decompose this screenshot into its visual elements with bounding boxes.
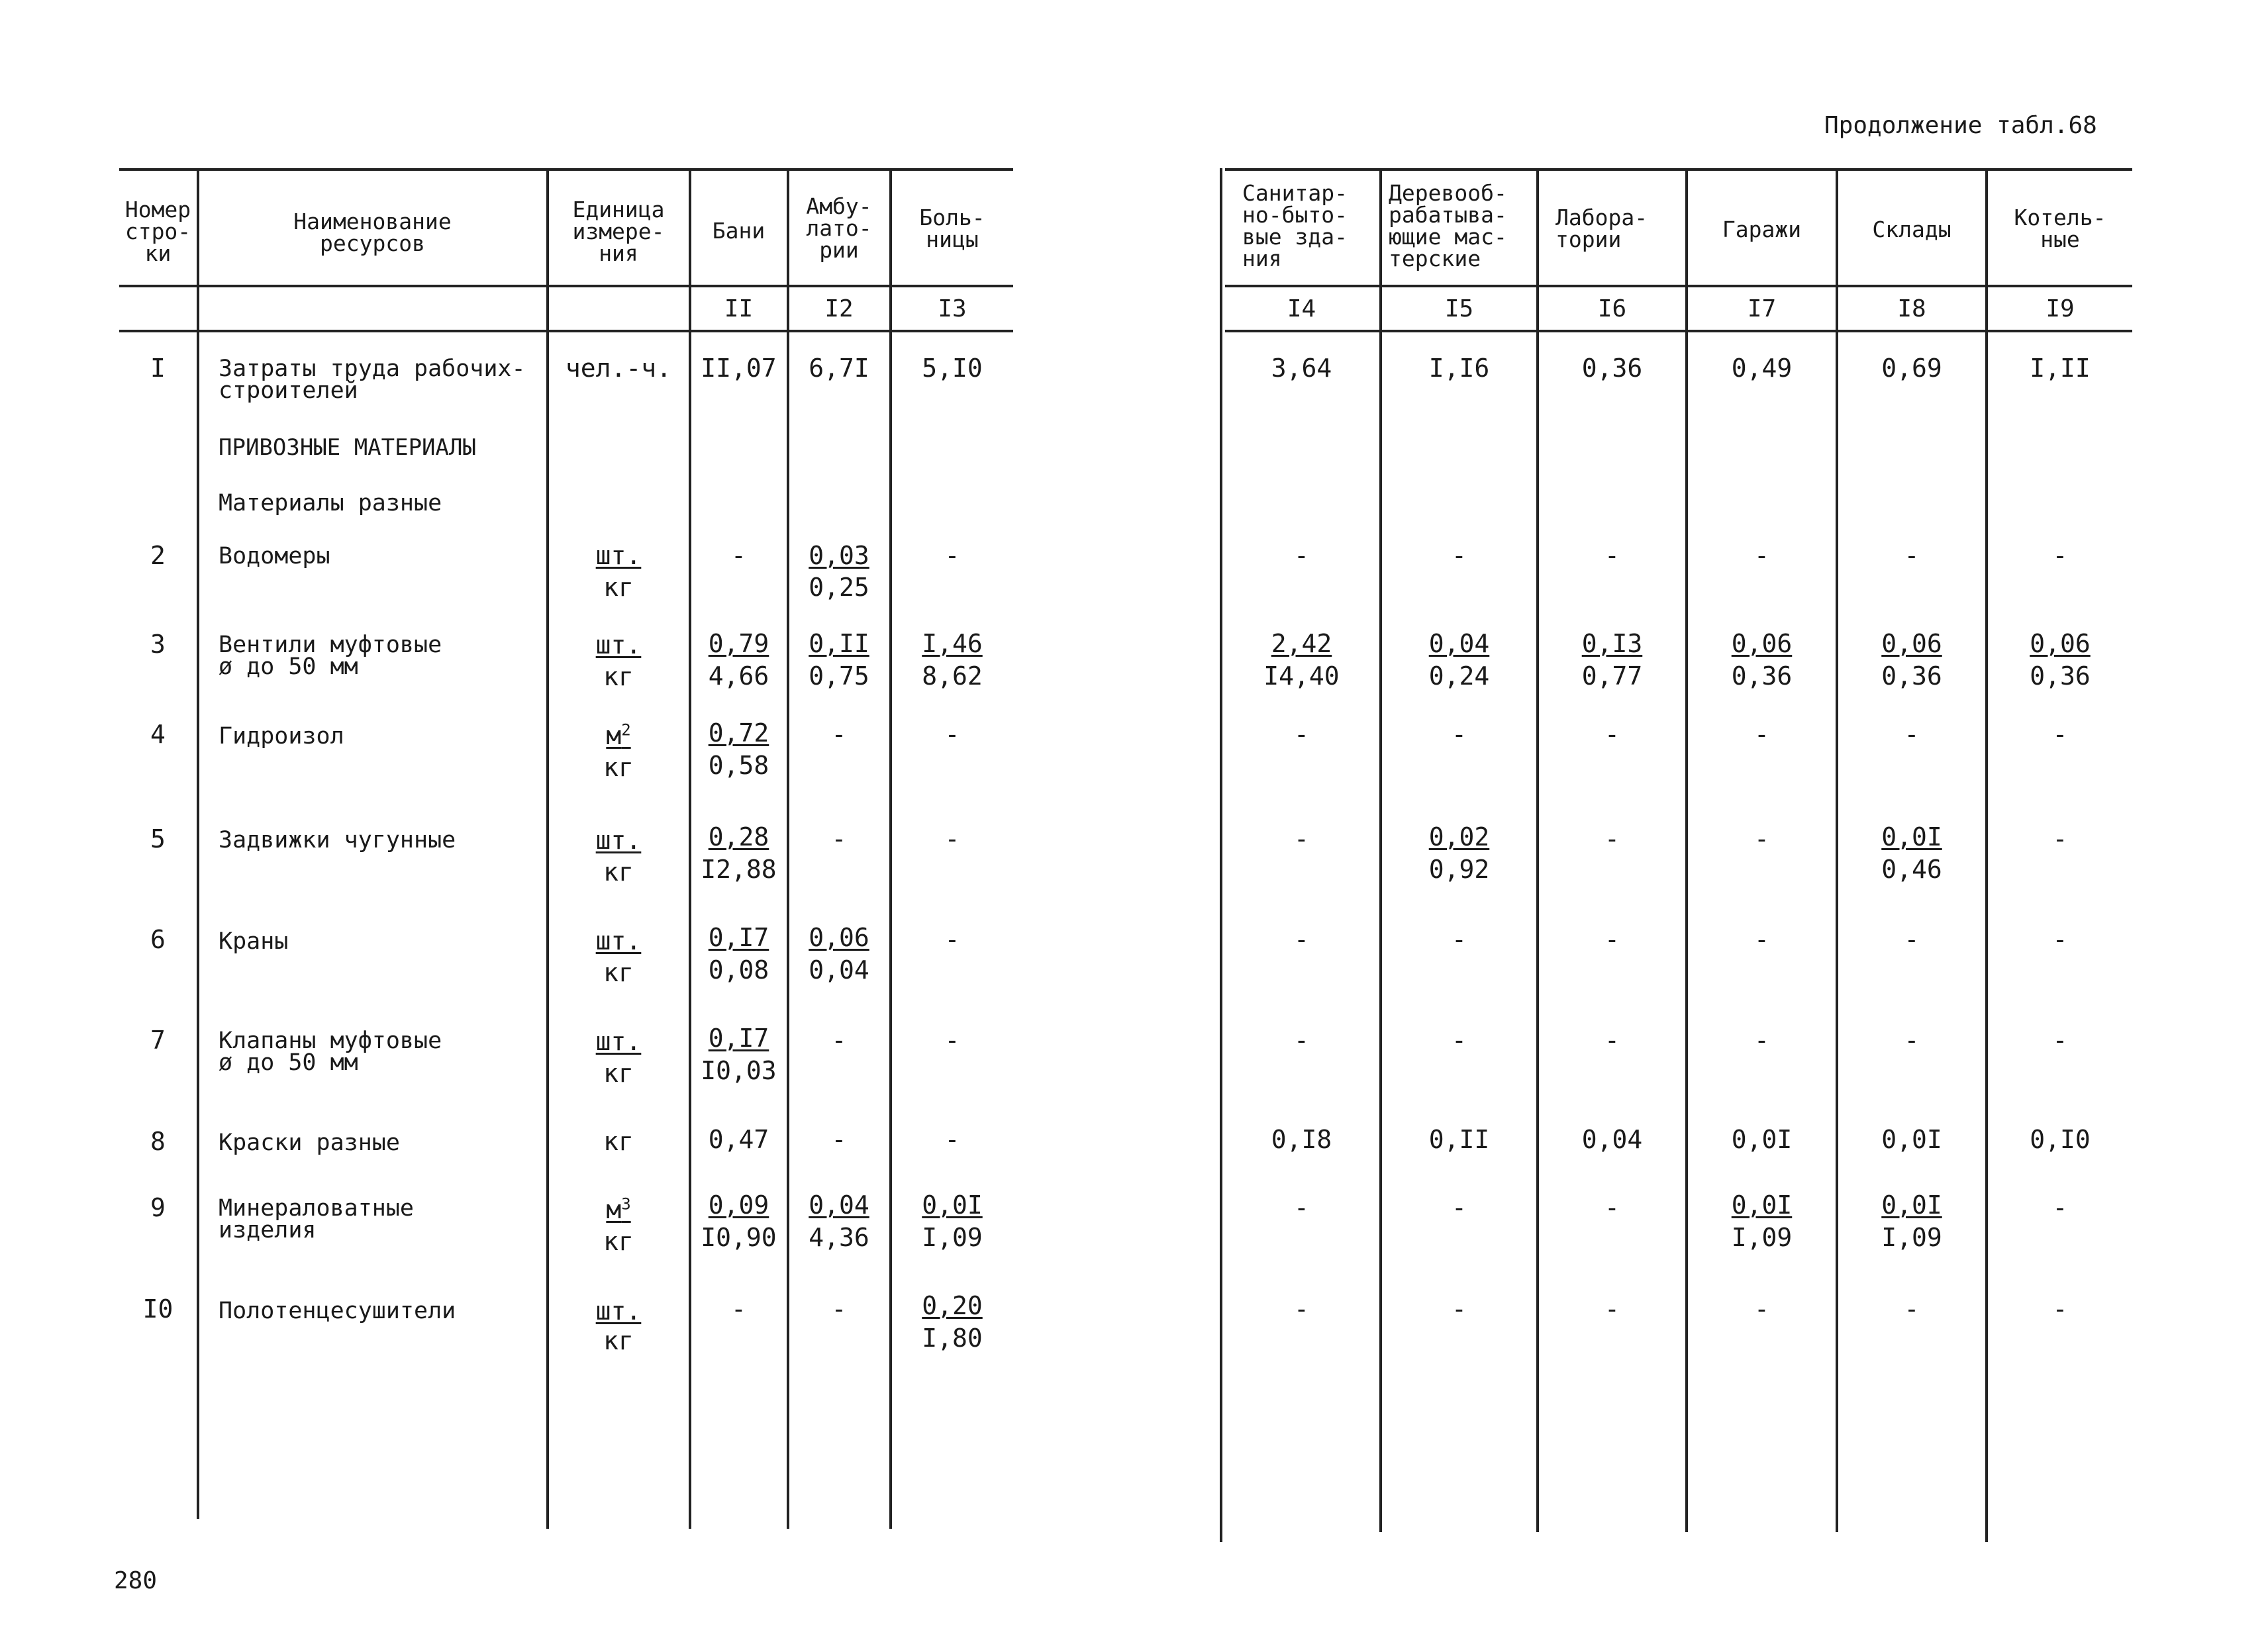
value-13: - [944,720,960,749]
value-12: - [831,1026,847,1055]
value-15: 0,04 [1428,629,1490,658]
colnum-12: I2 [824,295,854,322]
value-17: - [1754,925,1769,954]
value-15: - [1452,1193,1467,1222]
value-11: 4,66 [708,661,769,691]
value-16: - [1604,1294,1620,1324]
value-12: - [831,720,847,749]
value-17: - [1754,1026,1769,1055]
value-13: - [944,1125,960,1154]
value-13: I,09 [922,1223,983,1252]
colnum-19: I9 [2046,295,2075,322]
value-16: 0,I3 [1581,629,1643,658]
value-13: I,46 [922,629,983,658]
colnum-16: I6 [1597,295,1627,322]
value-15: - [1452,1026,1467,1055]
resource-name: Минераловатные изделия [219,1195,415,1243]
value-18: 0,69 [1881,354,1942,383]
row-number: 2 [150,541,166,570]
row-number: 3 [150,630,166,659]
value-14: - [1294,925,1309,954]
unit: кг [603,1127,634,1156]
value-14: - [1294,720,1309,749]
colnum-11: II [724,295,754,322]
header-col-13: Боль- ницы [919,205,985,252]
value-11: I2,88 [701,855,777,884]
value-11: 0,28 [708,822,769,851]
value-11: I0,03 [701,1056,777,1085]
page-number: 280 [114,1567,158,1594]
header-col-14: Санитар- но-быто- вые зда- ния [1242,180,1348,271]
unit: шт. [595,826,642,855]
value-19: - [2052,720,2068,749]
value-11: 0,I7 [708,923,769,952]
value-18: - [1904,925,1920,954]
resource-name: Вентили муфтовые ø до 50 мм [219,632,442,680]
resource-name: Клапаны муфтовые ø до 50 мм [219,1028,442,1076]
value-17: 0,06 [1731,629,1793,658]
value-19: - [2052,824,2068,853]
row-number: 4 [150,720,166,749]
value-19: 0,I0 [2030,1125,2091,1154]
value-16: - [1604,720,1620,749]
value-17: 0,36 [1731,661,1793,691]
value-13: 8,62 [922,661,983,691]
value-18: - [1904,541,1920,570]
value-19: - [2052,1026,2068,1055]
value-14: - [1294,1294,1309,1324]
unit: шт. [595,926,642,955]
value-12: 0,75 [809,661,869,691]
row-number: I0 [142,1294,173,1324]
vrule [197,168,199,1519]
value-15: I,I6 [1428,354,1490,383]
header-col-16: Лабора- тории [1555,205,1648,252]
value-13: - [944,925,960,954]
colnum-15: I5 [1444,295,1474,322]
value-11: 0,08 [708,955,769,985]
header-unit: Единица измере- ния [572,197,665,266]
rule-colnums [1225,330,2132,332]
value-11: 0,I7 [708,1024,769,1053]
unit: чел.-ч. [565,354,672,383]
unit: кг [603,753,634,782]
value-12: 4,36 [809,1223,869,1252]
value-18: 0,0I [1881,1190,1942,1220]
value-15: 0,II [1428,1125,1490,1154]
resource-name: Краны [219,928,289,955]
header-col-12: Амбу- лато- рии [806,193,872,263]
value-18: - [1904,720,1920,749]
value-16: 0,36 [1581,354,1643,383]
value-11: I0,90 [701,1223,777,1252]
unit: $м^2$ [606,720,631,750]
section-heading: ПРИВОЗНЫЕ МАТЕРИАЛЫ [219,434,476,461]
resource-name: Гидроизол [219,723,344,749]
unit: кг [603,662,634,691]
unit: шт. [595,1296,642,1326]
value-13: - [944,824,960,853]
value-15: 0,24 [1428,661,1490,691]
value-13: 5,I0 [922,354,983,383]
value-19: I,II [2030,354,2091,383]
value-18: - [1904,1294,1920,1324]
unit: шт. [595,630,642,659]
header-col-15: Деревооб- рабатыва- ющие мас- терские [1389,180,1507,271]
value-17: 0,0I [1731,1190,1793,1220]
row-number: 8 [150,1127,166,1156]
value-16: - [1604,925,1620,954]
value-16: 0,77 [1581,661,1643,691]
value-16: - [1604,1026,1620,1055]
resource-name: Задвижки чугунные [219,827,456,853]
colnum-14: I4 [1287,295,1316,322]
value-14: - [1294,824,1309,853]
value-18: - [1904,1026,1920,1055]
continuation-caption: Продолжение табл.68 [1824,112,2097,139]
value-12: 0,03 [809,541,869,570]
value-11: 0,72 [708,718,769,748]
unit: шт. [595,1027,642,1056]
value-11: 0,79 [708,629,769,658]
value-11: 0,47 [708,1125,769,1154]
value-16: 0,04 [1581,1125,1643,1154]
value-14: 3,64 [1271,354,1332,383]
value-13: - [944,541,960,570]
value-14: - [1294,1026,1309,1055]
value-14: 2,42 [1271,629,1332,658]
value-18: 0,0I [1881,822,1942,851]
value-12: 0,II [809,629,869,658]
value-12: - [831,824,847,853]
value-12: 6,7I [809,354,869,383]
value-15: - [1452,541,1467,570]
value-15: - [1452,720,1467,749]
value-13: - [944,1026,960,1055]
value-15: - [1452,925,1467,954]
value-11: - [731,541,746,570]
colnum-18: I8 [1897,295,1926,322]
value-18: 0,36 [1881,661,1942,691]
value-14: 0,I8 [1271,1125,1332,1154]
row-number: 6 [150,925,166,954]
rule-colnums [119,330,1013,332]
value-15: 0,02 [1428,822,1490,851]
resource-name: Краски разные [219,1130,400,1156]
header-col-17: Гаражи [1722,217,1802,242]
value-19: 0,36 [2030,661,2091,691]
unit: кг [603,958,634,987]
row-number: I [150,354,166,383]
header-name: Наименование ресурсов [293,209,452,256]
row-number: 5 [150,824,166,853]
section-subheading: Материалы разные [219,490,442,516]
resource-name: Водомеры [219,543,330,569]
value-17: 0,49 [1731,354,1793,383]
value-11: 0,09 [708,1190,769,1220]
unit: кг [603,1326,634,1355]
value-16: - [1604,541,1620,570]
unit: кг [603,573,634,602]
value-13: 0,20 [922,1291,983,1320]
rule-header [119,285,1013,287]
colnum-13: I3 [938,295,967,322]
value-17: - [1754,541,1769,570]
rule-top [119,168,1013,171]
value-17: - [1754,720,1769,749]
row-number: 9 [150,1193,166,1222]
value-18: I,09 [1881,1223,1942,1252]
value-19: - [2052,925,2068,954]
header-col-18: Склады [1872,217,1951,242]
value-18: 0,0I [1881,1125,1942,1154]
row-number: 7 [150,1026,166,1055]
value-14: - [1294,1193,1309,1222]
value-11: - [731,1294,746,1324]
value-12: 0,06 [809,923,869,952]
value-19: 0,06 [2030,629,2091,658]
header-row-no: Номер стро- ки [124,197,191,266]
unit: кг [603,1059,634,1088]
value-18: 0,46 [1881,855,1942,884]
value-14: - [1294,541,1309,570]
unit: кг [603,857,634,887]
value-17: - [1754,1294,1769,1324]
rule-top [1225,168,2132,171]
value-16: - [1604,824,1620,853]
colnum-17: I7 [1747,295,1777,322]
vrule [1220,168,1222,1542]
unit: кг [603,1227,634,1256]
value-13: I,80 [922,1324,983,1353]
value-19: - [2052,1294,2068,1324]
value-11: II,07 [701,354,777,383]
value-17: - [1754,824,1769,853]
value-15: - [1452,1294,1467,1324]
value-19: - [2052,1193,2068,1222]
value-12: - [831,1125,847,1154]
value-13: 0,0I [922,1190,983,1220]
value-16: - [1604,1193,1620,1222]
value-15: 0,92 [1428,855,1490,884]
value-14: I4,40 [1263,661,1340,691]
value-12: 0,04 [809,1190,869,1220]
rule-header [1225,285,2132,287]
header-col-19: Котель- ные [2014,205,2106,252]
resource-name: Затраты труда рабочих- строителей [219,356,526,404]
value-17: 0,0I [1731,1125,1793,1154]
value-17: I,09 [1731,1223,1793,1252]
unit: шт. [595,541,642,570]
value-12: - [831,1294,847,1324]
value-19: - [2052,541,2068,570]
resource-name: Полотенцесушители [219,1298,456,1324]
value-18: 0,06 [1881,629,1942,658]
value-12: 0,04 [809,955,869,985]
header-col-11: Бани [712,218,765,244]
value-12: 0,25 [809,573,869,602]
unit: $м^3$ [606,1194,631,1224]
value-11: 0,58 [708,751,769,780]
